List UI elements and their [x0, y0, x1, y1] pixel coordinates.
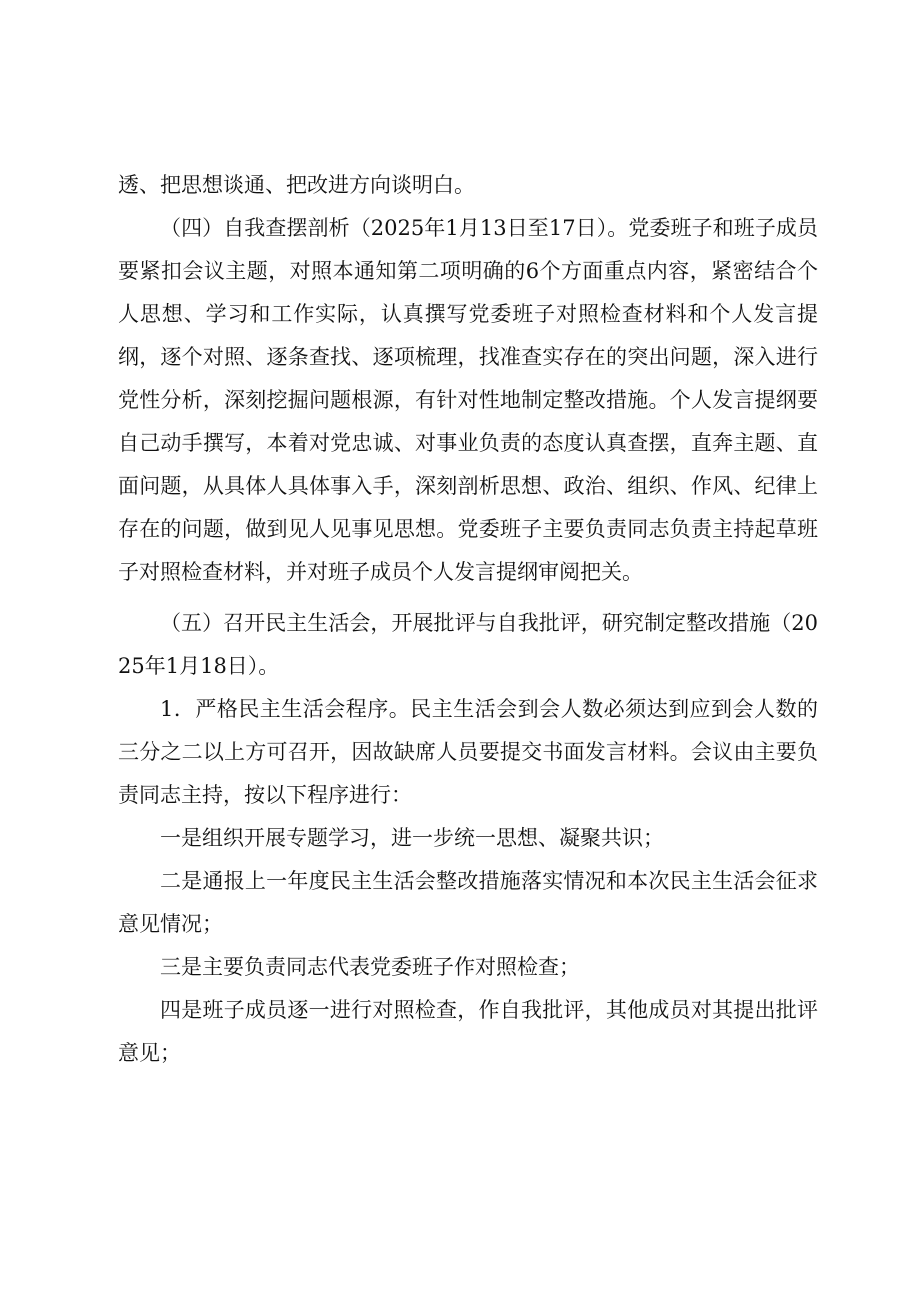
paragraph-step-one: 一是组织开展专题学习，进一步统一思想、凝聚共识；: [160, 826, 664, 850]
paragraph-section-five: （五）召开民主生活会，开展批评与自我批评，研究制定整改措施（2025年1月18日）。: [118, 611, 818, 678]
paragraph-continuation: 透、把思想谈通、把改进方向谈明白。: [118, 173, 475, 197]
paragraph-step-two: 二是通报上一年度民主生活会整改措施落实情况和本次民主生活会征求意见情况；: [118, 869, 818, 936]
paragraph-step-four: 四是班子成员逐一进行对照检查，作自我批评，其他成员对其提出批评意见；: [118, 998, 818, 1065]
paragraph-step-three: 三是主要负责同志代表党委班子作对照检查；: [160, 955, 580, 979]
paragraph-item-one: 1．严格民主生活会程序。民主生活会到会人数必须达到应到会人数的三分之二以上方可召开，因故缺席人员要提交书面发言材料。会议由主要负责同志主持，按以下程序进行：: [118, 697, 818, 807]
paragraph-section-four: （四）自我查摆剖析（2025年1月13日至17日）。党委班子和班子成员要紧扣会议主题，对照本通知第二项明确的6个方面重点内容，紧密结合个人思想、学习和工作实际，认真撰写党委班子对照检查材料和个人发言提纲，逐个对照、逐条查找、逐项梳理，找准查实存在的突出问题，深入进行党性分析，深刻挖掘问题根源，有针对性地制定整改措施。个人发言提纲要自己动手撰写，本着对党忠诚、对事业负责的态度认真查摆，直奔主题、直面问题，从具体人具体事入手，深刻剖析思想、政治、组织、作风、纪律上存在的问题，做到见人见事见思想。党委班子主要负责同志负责主持起草班子对照检查材料，并对班子成员个人发言提纲审阅把关。: [118, 216, 818, 584]
document-body: [118, 164, 818, 1075]
